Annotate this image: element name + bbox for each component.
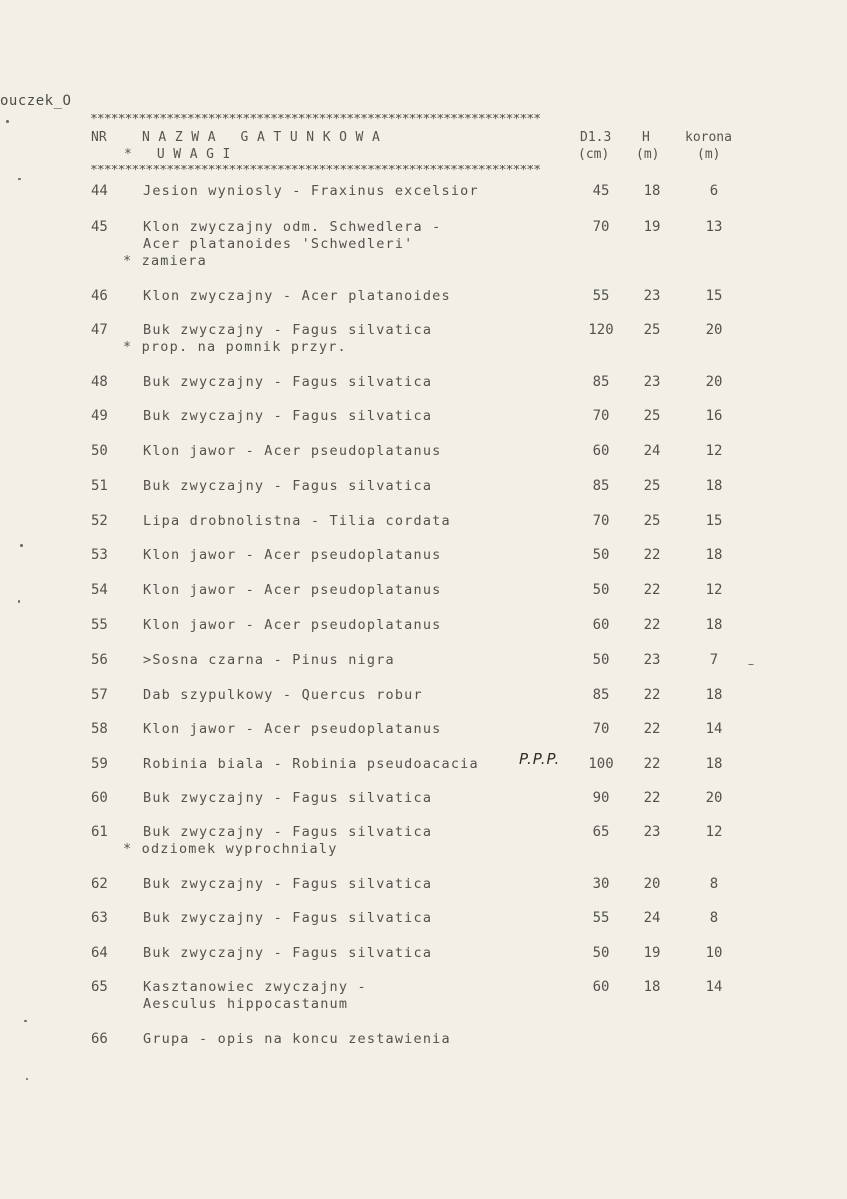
row-number: 49 [91, 408, 108, 424]
row-remark: * odziomek wyprochnialy [123, 841, 338, 857]
row-number: 56 [91, 652, 108, 668]
table-row [0, 478, 847, 518]
header-nazwa: NAZWA GATUNKOWA [142, 130, 389, 145]
cell-height: 22 [643, 790, 661, 806]
cell-height: 23 [643, 652, 661, 668]
cell-d13: 85 [592, 478, 610, 494]
row-number: 65 [91, 979, 108, 995]
species-name: Buk zwyczajny - Fagus silvatica [143, 910, 433, 926]
cell-d13: 65 [592, 824, 610, 840]
species-name: Buk zwyczajny - Fagus silvatica [143, 408, 433, 424]
species-name: Robinia biala - Robinia pseudoacacia [143, 756, 479, 772]
cell-d13: 70 [592, 408, 610, 424]
row-number: 50 [91, 443, 108, 459]
table-row [0, 910, 847, 950]
file-label: ouczek_O [0, 93, 72, 109]
paper-speck [6, 120, 9, 123]
cell-height: 25 [643, 513, 661, 529]
paper-speck [748, 664, 754, 665]
header-uwagi: * UWAGI [124, 147, 239, 162]
cell-crown: 20 [705, 374, 723, 390]
cell-d13: 60 [592, 979, 610, 995]
cell-d13: 55 [592, 910, 610, 926]
header-h-unit: (m) [636, 147, 660, 162]
row-number: 47 [91, 322, 108, 338]
cell-height: 22 [643, 617, 661, 633]
species-name: Klon jawor - Acer pseudoplatanus [143, 443, 442, 459]
cell-d13: 70 [592, 721, 610, 737]
table-row [0, 617, 847, 657]
species-name: Buk zwyczajny - Fagus silvatica [143, 374, 433, 390]
cell-crown: 15 [705, 288, 723, 304]
row-number: 52 [91, 513, 108, 529]
separator-top: ***************************************************************** [90, 114, 541, 126]
header-d13-unit: (cm) [578, 147, 610, 162]
cell-d13: 45 [592, 183, 610, 199]
cell-height: 20 [643, 876, 661, 892]
table-row [0, 443, 847, 483]
cell-crown: 20 [705, 790, 723, 806]
cell-d13: 120 [588, 322, 614, 338]
cell-crown: 12 [705, 582, 723, 598]
row-number: 53 [91, 547, 108, 563]
cell-height: 22 [643, 687, 661, 703]
cell-d13: 55 [592, 288, 610, 304]
species-name: Klon zwyczajny - Acer platanoides [143, 288, 451, 304]
cell-height: 25 [643, 322, 661, 338]
table-row [0, 408, 847, 448]
cell-d13: 60 [592, 617, 610, 633]
species-name: Dab szypulkowy - Quercus robur [143, 687, 423, 703]
table-row [0, 547, 847, 587]
species-name: Buk zwyczajny - Fagus silvatica [143, 824, 433, 840]
paper-speck [24, 1020, 27, 1022]
row-number: 64 [91, 945, 108, 961]
cell-d13: 50 [592, 945, 610, 961]
species-name: Buk zwyczajny - Fagus silvatica [143, 322, 433, 338]
species-name: Kasztanowiec zwyczajny - [143, 979, 367, 995]
cell-height: 22 [643, 756, 661, 772]
species-name: Jesion wyniosly - Fraxinus excelsior [143, 183, 479, 199]
species-name-line2: Acer platanoides 'Schwedleri' [143, 236, 414, 252]
species-name: Lipa drobnolistna - Tilia cordata [143, 513, 451, 529]
separator-bottom: ***************************************************************** [90, 165, 541, 177]
cell-d13: 70 [592, 513, 610, 529]
species-name: Buk zwyczajny - Fagus silvatica [143, 945, 433, 961]
cell-d13: 90 [592, 790, 610, 806]
species-name: Grupa - opis na koncu zestawienia [143, 1031, 451, 1047]
cell-height: 19 [643, 219, 661, 235]
cell-crown: 18 [705, 547, 723, 563]
cell-crown: 18 [705, 617, 723, 633]
cell-crown: 14 [705, 721, 723, 737]
cell-crown: 10 [705, 945, 723, 961]
table-row [0, 721, 847, 761]
cell-crown: 7 [709, 652, 719, 668]
table-row [0, 183, 847, 223]
cell-crown: 14 [705, 979, 723, 995]
species-name-line2: Aesculus hippocastanum [143, 996, 349, 1012]
cell-height: 22 [643, 582, 661, 598]
cell-d13: 85 [592, 374, 610, 390]
species-name: Buk zwyczajny - Fagus silvatica [143, 790, 433, 806]
row-number: 61 [91, 824, 108, 840]
header-d13: D1.3 [580, 130, 612, 145]
table-row [0, 979, 847, 1019]
row-number: 60 [91, 790, 108, 806]
table-row [0, 582, 847, 622]
row-number: 46 [91, 288, 108, 304]
table-row [0, 824, 847, 864]
species-name: Klon jawor - Acer pseudoplatanus [143, 582, 442, 598]
paper-speck [20, 544, 23, 547]
cell-crown: 8 [709, 876, 719, 892]
cell-height: 23 [643, 824, 661, 840]
header-korona-unit: (m) [697, 147, 721, 162]
cell-crown: 15 [705, 513, 723, 529]
cell-height: 25 [643, 408, 661, 424]
table-row [0, 1031, 847, 1071]
cell-crown: 18 [705, 687, 723, 703]
row-number: 66 [91, 1031, 108, 1047]
cell-height: 23 [643, 374, 661, 390]
cell-crown: 18 [705, 478, 723, 494]
table-row [0, 322, 847, 362]
row-number: 59 [91, 756, 108, 772]
paper-speck [18, 178, 21, 180]
cell-height: 19 [643, 945, 661, 961]
row-number: 45 [91, 219, 108, 235]
cell-crown: 20 [705, 322, 723, 338]
species-name: Klon jawor - Acer pseudoplatanus [143, 617, 442, 633]
species-name: Klon jawor - Acer pseudoplatanus [143, 721, 442, 737]
cell-crown: 6 [709, 183, 719, 199]
row-number: 62 [91, 876, 108, 892]
row-number: 58 [91, 721, 108, 737]
header-nr: NR [91, 130, 107, 145]
cell-height: 23 [643, 288, 661, 304]
cell-height: 18 [643, 183, 661, 199]
cell-d13: 100 [588, 756, 614, 772]
handwritten-annotation: P.P.P. [519, 750, 561, 768]
cell-d13: 50 [592, 582, 610, 598]
cell-d13: 50 [592, 547, 610, 563]
cell-crown: 16 [705, 408, 723, 424]
paper-speck [26, 1078, 28, 1080]
header-h: H [642, 130, 650, 145]
species-name: Klon zwyczajny odm. Schwedlera - [143, 219, 442, 235]
table-row [0, 652, 847, 692]
cell-height: 25 [643, 478, 661, 494]
row-remark: * zamiera [123, 253, 207, 269]
cell-crown: 8 [709, 910, 719, 926]
cell-d13: 30 [592, 876, 610, 892]
cell-d13: 60 [592, 443, 610, 459]
cell-height: 24 [643, 910, 661, 926]
row-number: 54 [91, 582, 108, 598]
row-number: 57 [91, 687, 108, 703]
species-name: Klon jawor - Acer pseudoplatanus [143, 547, 442, 563]
row-number: 51 [91, 478, 108, 494]
cell-height: 22 [643, 547, 661, 563]
species-name: >Sosna czarna - Pinus nigra [143, 652, 395, 668]
cell-height: 24 [643, 443, 661, 459]
cell-crown: 12 [705, 824, 723, 840]
row-remark: * prop. na pomnik przyr. [123, 339, 347, 355]
header-korona: korona [685, 130, 732, 145]
row-number: 48 [91, 374, 108, 390]
cell-d13: 85 [592, 687, 610, 703]
cell-d13: 50 [592, 652, 610, 668]
cell-crown: 13 [705, 219, 723, 235]
table-row [0, 219, 847, 269]
cell-crown: 12 [705, 443, 723, 459]
species-name: Buk zwyczajny - Fagus silvatica [143, 876, 433, 892]
row-number: 44 [91, 183, 108, 199]
row-number: 55 [91, 617, 108, 633]
cell-crown: 18 [705, 756, 723, 772]
cell-height: 22 [643, 721, 661, 737]
paper-speck [18, 600, 20, 603]
cell-height: 18 [643, 979, 661, 995]
species-name: Buk zwyczajny - Fagus silvatica [143, 478, 433, 494]
row-number: 63 [91, 910, 108, 926]
cell-d13: 70 [592, 219, 610, 235]
